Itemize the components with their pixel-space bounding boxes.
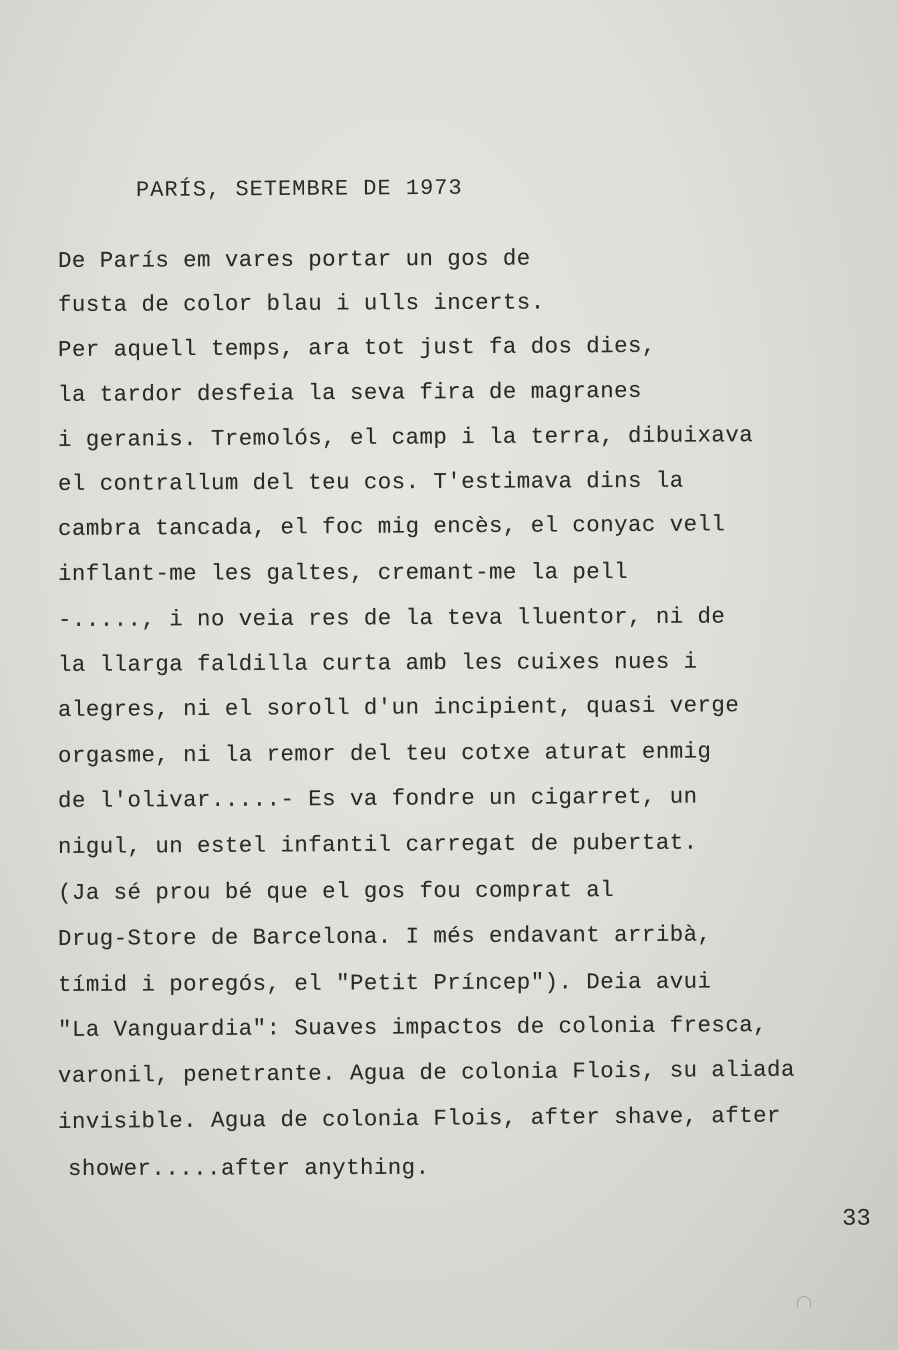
text-line: alegres, ni el soroll d'un incipient, quasi verge <box>57 692 740 723</box>
text-line: la tardor desfeia la seva fira de magranes <box>57 377 642 408</box>
text-line: Per aquell temps, ara tot just fa dos dies, <box>57 332 656 363</box>
text-line: tímid i poregós, el "Petit Príncep"). Deia avui <box>57 968 712 998</box>
text-line: De París em vares portar un gos de <box>57 245 531 274</box>
text-line: (Ja sé prou bé que el gos fou comprat al <box>57 877 615 906</box>
text-line: de l'olivar.....- Es va fondre un cigarret, un <box>57 783 698 814</box>
page-number: 33 <box>842 1206 871 1233</box>
page-heading: PARÍS, SETEMBRE DE 1973 <box>135 175 463 203</box>
text-line: i geranis. Tremolós, el camp i la terra, dibuixava <box>57 422 754 453</box>
text-line: fusta de color blau i ulls incerts. <box>57 289 545 318</box>
text-line: varonil, penetrante. Agua de colonia Flois, su aliada <box>57 1056 795 1089</box>
text-line: orgasme, ni la remor del teu cotxe aturat enmig <box>57 738 712 769</box>
text-line: Drug-Store de Barcelona. I més endavant arribà, <box>57 921 712 952</box>
text-line: nigul, un estel infantil carregat de pubertat. <box>57 829 698 860</box>
text-line: el contrallum del teu cos. T'estimava dins la <box>57 467 684 497</box>
text-line: "La Vanguardia": Suaves impactos de colonia fresca, <box>57 1012 768 1043</box>
paper-mark <box>797 1296 811 1307</box>
text-line: shower.....after anything. <box>67 1154 430 1182</box>
text-line: inflant-me les galtes, cremant-me la pell <box>57 559 629 587</box>
text-line: -....., i no veia res de la teva lluentor, ni de <box>57 603 726 633</box>
text-line: la llarga faldilla curta amb les cuixes nues i <box>57 648 698 678</box>
text-line: invisible. Agua de colonia Flois, after shave, after <box>57 1102 782 1135</box>
text-line: cambra tancada, el foc mig encès, el conyac vell <box>57 511 726 542</box>
